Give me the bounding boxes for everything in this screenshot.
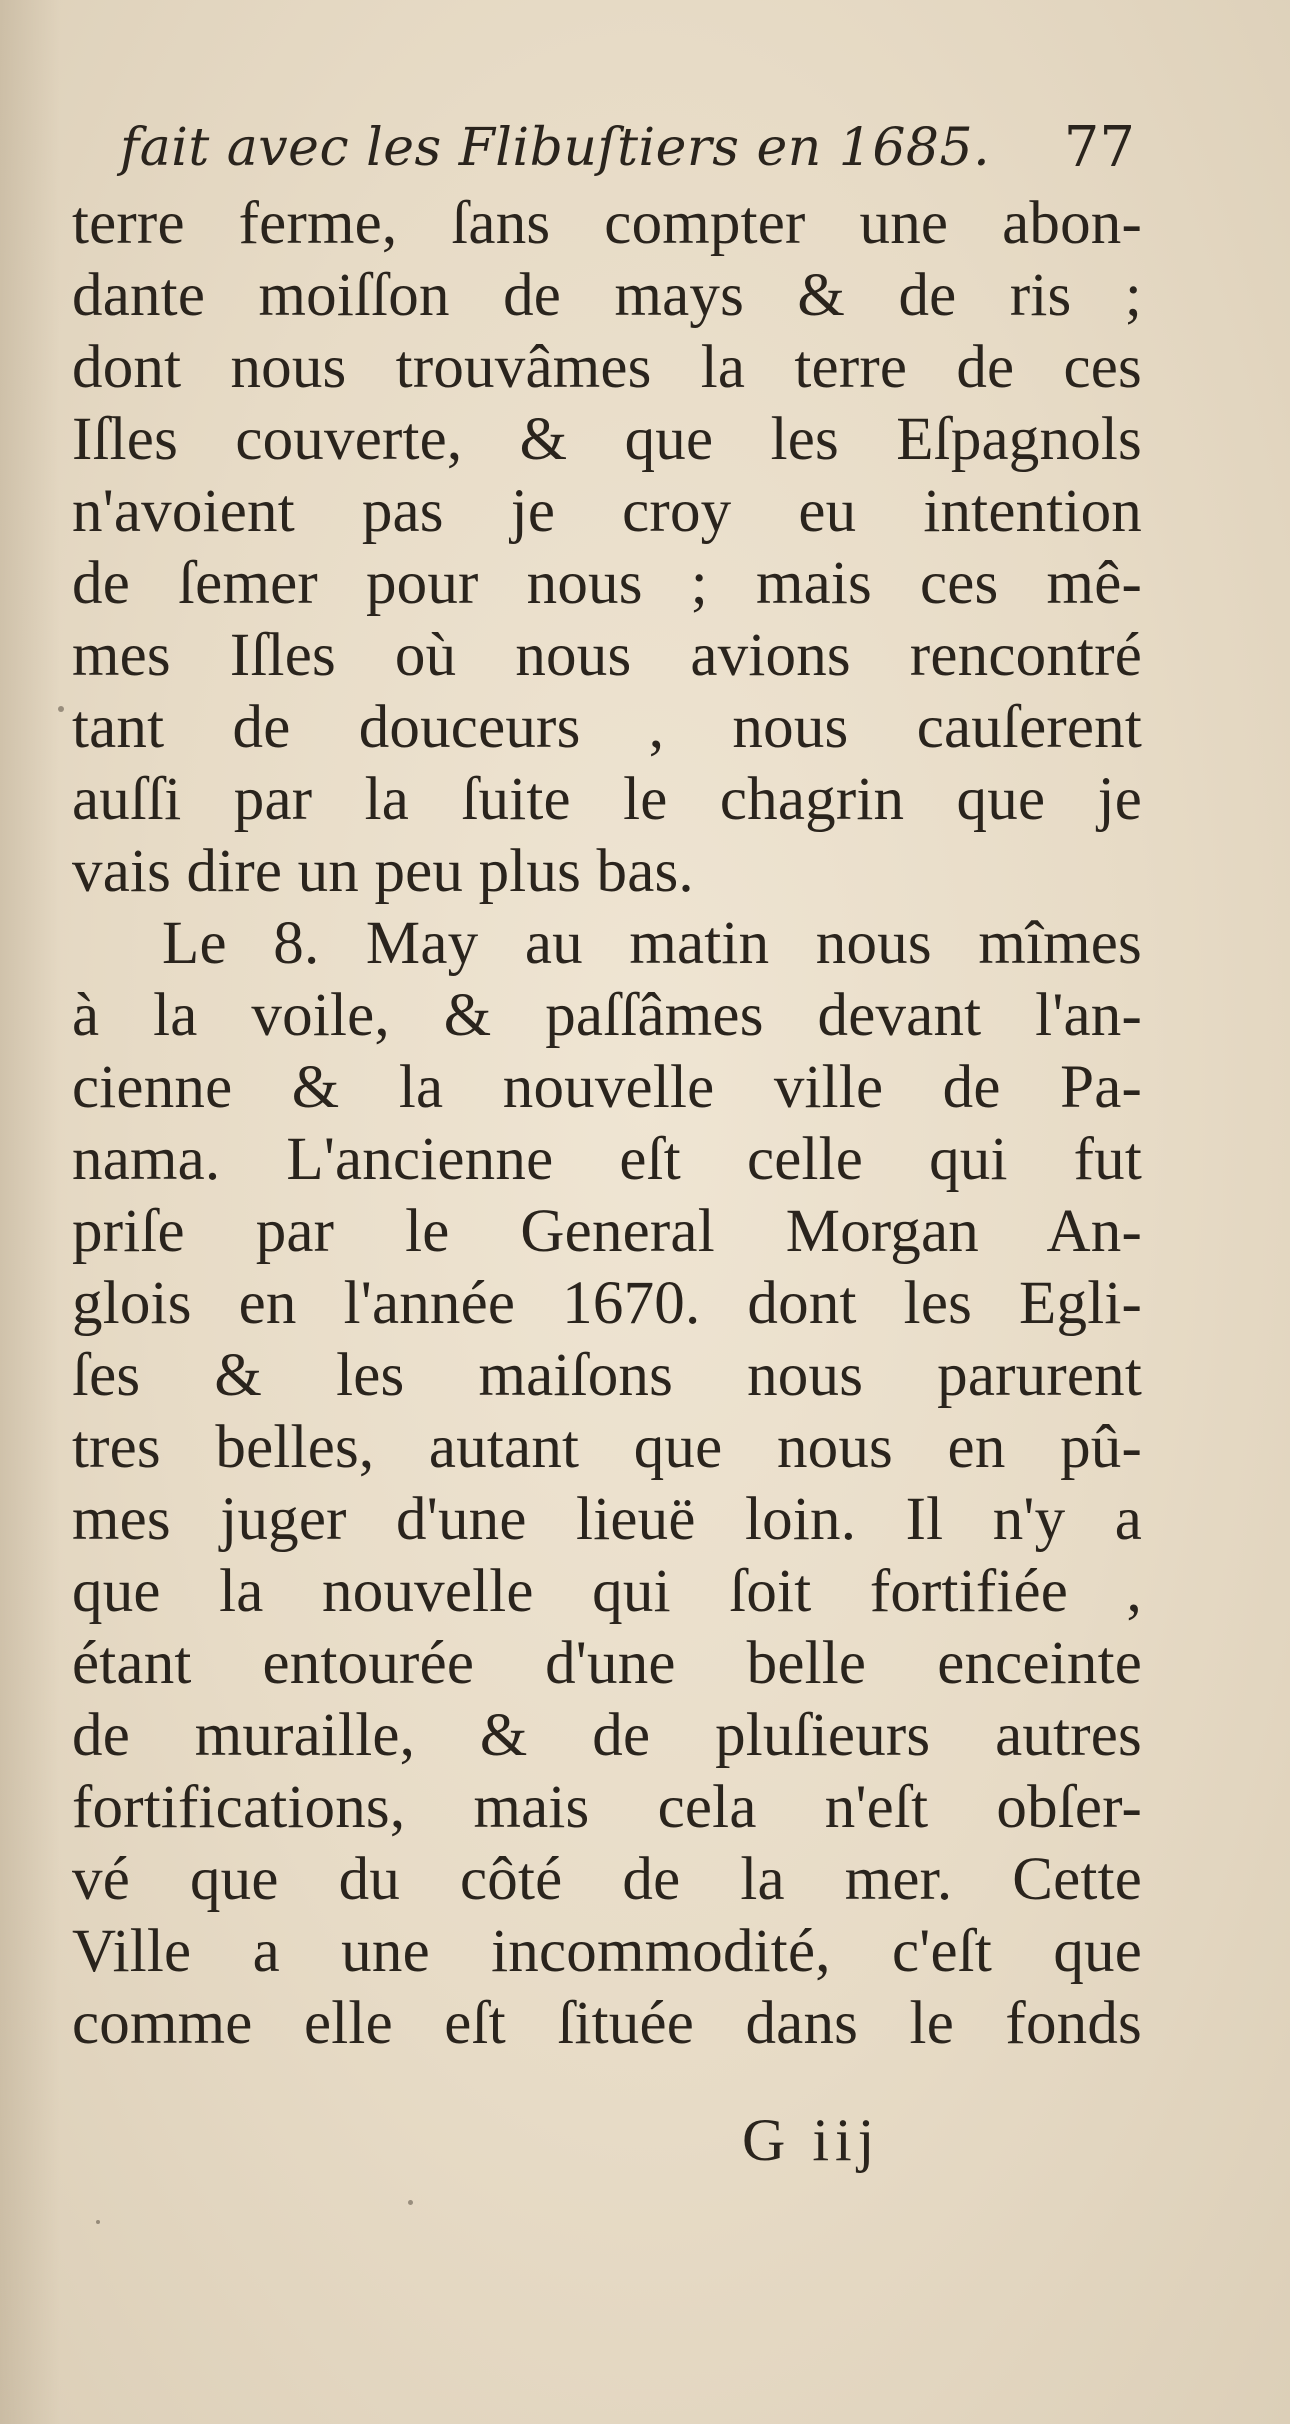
page-number: 77 <box>1063 115 1135 180</box>
text-line: mes juger d'une lieuë loin. Il n'y a <box>72 1486 1142 1553</box>
text-line: de muraille, & de pluſieurs autres <box>72 1702 1142 1769</box>
text-line: de ſemer pour nous ; mais ces mê- <box>72 550 1142 617</box>
text-line: cienne & la nouvelle ville de Pa- <box>72 1054 1142 1121</box>
body-text <box>72 188 1142 2060</box>
text-line: Le 8. May au matin nous mîmes <box>162 910 1142 977</box>
text-line: fortifications, mais cela n'eſt obſer- <box>72 1774 1142 1841</box>
page-edge-shadow <box>0 0 60 2424</box>
text-line: vais dire un peu plus bas. <box>72 838 694 905</box>
running-title: fait avec les Flibuſtiers en 1685. <box>120 118 991 178</box>
text-line: ſes & les maiſons nous parurent <box>72 1342 1142 1409</box>
text-line: priſe par le General Morgan An- <box>72 1198 1142 1265</box>
paper-speck <box>408 2200 413 2205</box>
text-line: que la nouvelle qui ſoit fortifiée , <box>72 1558 1142 1625</box>
text-line: dont nous trouvâmes la terre de ces <box>72 334 1142 401</box>
text-line: Iſles couverte, & que les Eſpagnols <box>72 406 1142 473</box>
running-head <box>120 108 1135 188</box>
text-line: terre ferme, ſans compter une abon- <box>72 190 1142 257</box>
text-line: tres belles, autant que nous en pû- <box>72 1414 1142 1481</box>
text-line: glois en l'année 1670. dont les Egli- <box>72 1270 1142 1337</box>
text-line: à la voile, & paſſâmes devant l'an- <box>72 982 1142 1049</box>
text-line: n'avoient pas je croy eu intention <box>72 478 1142 545</box>
text-line: tant de douceurs , nous cauſerent <box>72 694 1142 761</box>
text-line: dante moiſſon de mays & de ris ; <box>72 262 1142 329</box>
text-line: Ville a une incommodité, c'eſt que <box>72 1918 1142 1985</box>
text-line: mes Iſles où nous avions rencontré <box>72 622 1142 689</box>
text-line: comme elle eſt ſituée dans le fonds <box>72 1990 1142 2057</box>
text-line: vé que du côté de la mer. Cette <box>72 1846 1142 1913</box>
paper-speck <box>96 2220 100 2224</box>
paper-speck <box>58 706 64 712</box>
text-line: auſſi par la ſuite le chagrin que je <box>72 766 1142 833</box>
text-line: étant entourée d'une belle enceinte <box>72 1630 1142 1697</box>
text-line: nama. L'ancienne eſt celle qui fut <box>72 1126 1142 1193</box>
signature-mark: G iij <box>742 2107 881 2173</box>
